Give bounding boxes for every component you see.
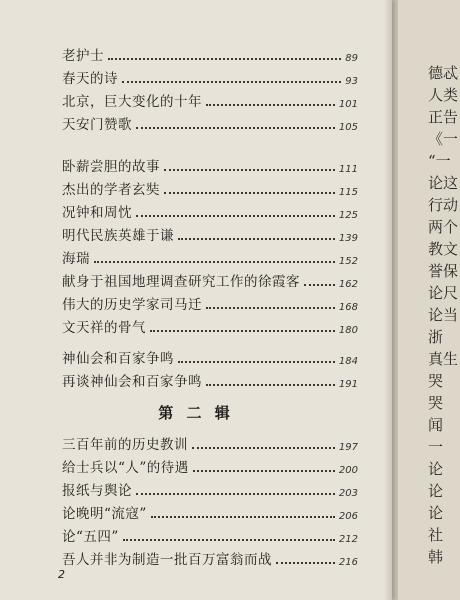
toc-entry [62, 316, 358, 336]
page-gutter-shadow [384, 0, 392, 600]
dot-leader [94, 261, 335, 263]
toc-entry-title: 再谈神仙会和百家争鸣 [62, 374, 202, 390]
toc-entry [62, 293, 358, 313]
toc-entry [62, 525, 358, 545]
dot-leader [178, 238, 335, 240]
toc-entry-title: 论晚明“流寇” [62, 506, 147, 522]
dot-leader [123, 539, 335, 541]
next-page-fragment: 哭 [428, 394, 444, 412]
toc-entry [62, 44, 358, 64]
toc-entry-title: 老护士 [62, 48, 104, 64]
next-page-fragment: 《一 [428, 130, 459, 148]
dot-leader [276, 562, 335, 564]
next-page-fragment: 论尺 [428, 284, 459, 302]
dot-leader [164, 169, 335, 171]
next-page-fragment: 浙 [428, 328, 444, 346]
dot-leader [150, 330, 335, 332]
toc-entry-title: 文天祥的骨气 [62, 320, 146, 336]
toc-entry [62, 370, 358, 390]
next-page-fragment: 真生 [428, 350, 459, 368]
toc-entry-page: 89 [345, 53, 358, 64]
book-page-right-edge [398, 0, 460, 600]
toc-entry [62, 224, 358, 244]
toc-entry-page: 200 [338, 465, 358, 476]
toc-entry [62, 456, 358, 476]
toc-entry-page: 152 [338, 256, 358, 267]
next-page-fragment: 人类 [428, 86, 459, 104]
toc-entry-title: 吾人并非为制造一批百万富翁而战 [62, 552, 272, 568]
toc-entry-title: 天安门赞歌 [62, 117, 132, 133]
dot-leader [108, 58, 341, 60]
toc-entry [62, 67, 358, 87]
toc-entry-page: 162 [338, 279, 358, 290]
toc-entry-title: 献身于祖国地理调查研究工作的徐霞客 [62, 274, 300, 290]
next-page-fragment: 德忒 [428, 64, 459, 82]
toc-entry [62, 113, 358, 133]
dot-leader [206, 307, 335, 309]
next-page-fragment: 论当 [428, 306, 459, 324]
next-page-fragment: 誉保 [428, 262, 459, 280]
toc-entry-page: 93 [345, 76, 358, 87]
dot-leader [136, 493, 335, 495]
toc-entry-title: 况钟和周忱 [62, 205, 132, 221]
toc-entry-title: 海瑞 [62, 251, 90, 267]
dot-leader [122, 81, 341, 83]
toc-entry-page: 206 [338, 511, 358, 522]
next-page-fragment: “一 [428, 152, 451, 170]
dot-leader [304, 284, 335, 286]
next-page-fragment: 两个 [428, 218, 459, 236]
dot-leader [192, 447, 335, 449]
toc-entry-title: 报纸与舆论 [62, 483, 132, 499]
toc-entry-page: 216 [338, 557, 358, 568]
next-page-fragment: 论 [428, 504, 444, 522]
toc-entry-page: 191 [338, 379, 358, 390]
toc-entry-page: 139 [338, 233, 358, 244]
toc-entry-page: 184 [338, 356, 358, 367]
toc-entry [62, 270, 358, 290]
toc-entry [62, 433, 358, 453]
toc-entry-title: 杰出的学者玄奘 [62, 182, 160, 198]
toc-entry-page: 212 [338, 534, 358, 545]
section-heading: 第 二 辑 [158, 404, 234, 422]
toc-entry-page: 111 [338, 164, 358, 175]
toc-entry-title: 给士兵以“人”的待遇 [62, 460, 189, 476]
toc-entry-title: 伟大的历史学家司马迁 [62, 297, 202, 313]
dot-leader [206, 104, 335, 106]
next-page-fragment: 社 [428, 526, 444, 544]
next-page-fragment: 哭 [428, 372, 444, 390]
toc-entry [62, 90, 358, 110]
next-page-fragment: 正告 [428, 108, 459, 126]
toc-entry-title: 三百年前的历史教训 [62, 437, 188, 453]
toc-entry-page: 101 [338, 99, 358, 110]
toc-entry-page: 168 [338, 302, 358, 313]
toc-entry-title: 北京，巨大变化的十年 [62, 94, 202, 110]
toc-entry-title: 明代民族英雄于谦 [62, 228, 174, 244]
dot-leader [178, 361, 335, 363]
toc-entry-page: 105 [338, 122, 358, 133]
toc-entry [62, 502, 358, 522]
dot-leader [151, 516, 335, 518]
page-number: 2 [58, 568, 65, 581]
next-page-fragment: 论 [428, 482, 444, 500]
next-page-fragment: 论 [428, 460, 444, 478]
toc-entry-page: 197 [338, 442, 358, 453]
toc-entry [62, 247, 358, 267]
toc-entry-title: 卧薪尝胆的故事 [62, 159, 160, 175]
toc-entry-page: 125 [338, 210, 358, 221]
dot-leader [206, 384, 335, 386]
toc-entry [62, 201, 358, 221]
next-page-fragment: 韩 [428, 548, 444, 566]
toc-entry [62, 548, 358, 568]
toc-entry-page: 203 [338, 488, 358, 499]
dot-leader [164, 192, 335, 194]
next-page-fragment: 行动 [428, 196, 459, 214]
toc-entry [62, 347, 358, 367]
toc-entry-page: 115 [338, 187, 358, 198]
toc-entry [62, 178, 358, 198]
toc-entry [62, 155, 358, 175]
toc-entry-title: 春天的诗 [62, 71, 118, 87]
next-page-fragment: 教文 [428, 240, 459, 258]
toc-entry-title: 论“五四” [62, 529, 119, 545]
dot-leader [136, 127, 335, 129]
toc-entry-page: 180 [338, 325, 358, 336]
next-page-fragment: 闻 [428, 416, 444, 434]
dot-leader [136, 215, 335, 217]
toc-entry [62, 479, 358, 499]
toc-entry-title: 神仙会和百家争鸣 [62, 351, 174, 367]
next-page-fragment: 论这 [428, 174, 459, 192]
next-page-fragment: 一 [428, 438, 444, 456]
dot-leader [193, 470, 335, 472]
